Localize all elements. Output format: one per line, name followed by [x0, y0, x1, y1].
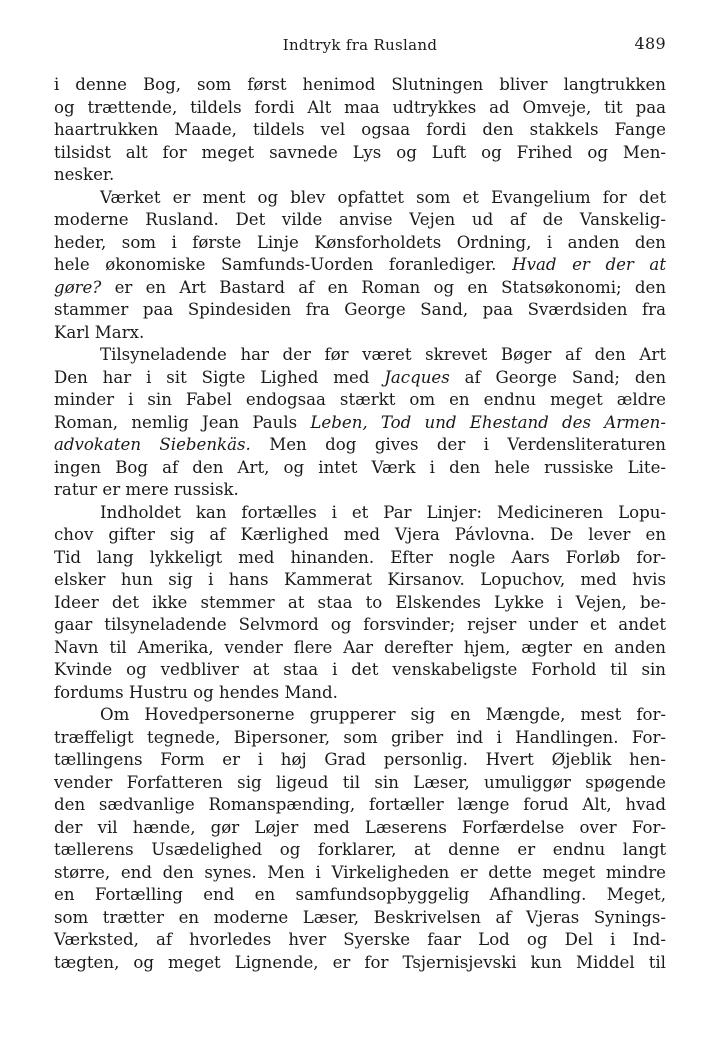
text-line	[54, 479, 666, 502]
line-text: Roman, nemlig Jean Pauls	[54, 412, 298, 432]
body-text	[54, 74, 666, 974]
line-text: af George Sand; den	[464, 367, 667, 387]
text-line	[54, 952, 666, 975]
text-line	[54, 727, 666, 750]
text-line	[54, 569, 666, 592]
text-line	[54, 547, 666, 570]
text-line	[54, 502, 666, 525]
line-text: Værket er ment og blev opfattet som et Evangelium for det	[100, 187, 666, 207]
text-line	[54, 232, 666, 255]
line-text: i denne Bog, som først henimod Slutningen bliver langtrukken	[54, 75, 666, 94]
text-line	[54, 659, 666, 682]
text-line	[54, 457, 666, 480]
line-text: træffeligt tegnede, Bipersoner, som griber ind i Handlingen. For-	[54, 727, 666, 747]
line-text: Værksted, af hvorledes hver Syerske faar Lod og Del i Ind-	[54, 930, 666, 949]
text-line	[54, 704, 666, 727]
line-text: vender Forfatteren sig ligeud til sin Læser, umuliggør spøgende	[54, 772, 666, 792]
line-text: hele økonomiske Samfunds-Uorden foranlediger.	[54, 255, 497, 274]
line-text: ratur er mere russisk.	[54, 480, 239, 499]
text-line	[54, 772, 666, 795]
text-line	[54, 524, 666, 547]
text-line	[54, 187, 666, 210]
line-text: og trættende, tildels fordi Alt maa udtrykkes ad Omveje, tit paa	[54, 97, 666, 117]
line-text: fordums Hustru og hendes Mand.	[54, 682, 338, 702]
text-line	[54, 367, 666, 390]
text-line	[54, 794, 666, 817]
line-text: tægten, og meget Lignende, er for Tsjernisjevski kun Middel til	[54, 952, 666, 972]
text-line	[54, 299, 666, 322]
text-line	[54, 592, 666, 615]
text-line	[54, 929, 666, 952]
line-text: tællingens Form er i høj Grad personlig. Hvert Øjeblik hen-	[54, 750, 666, 769]
line-text: der vil hænde, gør Løjer med Læserens Forfærdelse over For-	[54, 817, 666, 837]
text-line	[54, 434, 666, 457]
line-text: Den har i sit Sigte Lighed med	[54, 367, 370, 387]
italic-title: Leben, Tod und Ehestand des Armen-	[310, 412, 666, 432]
text-line	[54, 322, 666, 345]
text-line	[54, 344, 666, 367]
book-page	[54, 34, 666, 974]
text-line	[54, 97, 666, 120]
line-text: som trætter en moderne Læser, Beskrivelsen af Vjeras Synings-	[54, 907, 666, 927]
line-text: ingen Bog af den Art, og intet Værk i den hele russiske Lite-	[54, 457, 666, 477]
text-line	[54, 389, 666, 412]
italic-title: Jacques	[384, 367, 450, 387]
line-text: Tilsyneladende har der før været skrevet Bøger af den Art	[100, 345, 666, 364]
text-line	[54, 277, 666, 300]
line-text: stammer paa Spindesiden fra George Sand, paa Sværdsiden fra	[54, 300, 666, 319]
text-line	[54, 862, 666, 885]
text-line	[54, 412, 666, 435]
page-header	[54, 34, 666, 58]
line-text: større, end den synes. Men i Virkeligheden er dette meget mindre	[54, 862, 666, 882]
line-text: Tid lang lykkeligt med hinanden. Efter nogle Aars Forløb for-	[54, 547, 666, 567]
line-text: Ideer det ikke stemmer at staa to Elskendes Lykke i Vejen, be-	[54, 592, 666, 612]
text-line	[54, 749, 666, 772]
line-text: tællerens Usædelighed og forklarer, at denne er endnu langt	[54, 840, 666, 859]
text-line	[54, 637, 666, 660]
page-number: 489	[634, 34, 666, 53]
text-line	[54, 142, 666, 165]
line-text: Indholdet kan fortælles i et Par Linjer: Medicineren Lopu-	[100, 502, 666, 522]
text-line	[54, 884, 666, 907]
text-line	[54, 907, 666, 930]
text-line	[54, 254, 666, 277]
italic-title: Hvad er der at	[512, 255, 666, 274]
line-text: minder i sin Fabel endogsaa stærkt om en endnu meget ældre	[54, 390, 666, 409]
line-text: den sædvanlige Romanspænding, fortæller længe forud Alt, hvad	[54, 795, 666, 814]
text-line	[54, 614, 666, 637]
line-text: tilsidst alt for meget savnede Lys og Luft og Frihed og Men-	[54, 142, 666, 162]
line-text: Men dog gives der i Verdensliteraturen	[269, 435, 666, 454]
line-text: er en Art Bastard af en Roman og en Statsøkonomi; den	[114, 277, 667, 297]
line-text: chov gifter sig af Kærlighed med Vjera Pávlovna. De lever en	[54, 525, 666, 544]
line-text: Om Hovedpersonerne grupperer sig en Mængde, mest for-	[100, 705, 666, 724]
text-line	[54, 817, 666, 840]
text-line	[54, 74, 666, 97]
line-text: en Fortælling end en samfundsopbyggelig Afhandling. Meget,	[54, 885, 666, 904]
line-text: gaar tilsyneladende Selvmord og forsvinder; rejser under et andet	[54, 615, 666, 634]
line-text: elsker hun sig i hans Kammerat Kirsanov. Lopuchov, med hvis	[54, 570, 666, 589]
italic-title: gøre?	[54, 277, 102, 297]
running-title: Indtryk fra Rusland	[282, 36, 438, 54]
text-line	[54, 119, 666, 142]
text-line	[54, 164, 666, 187]
line-text: haartrukken Maade, tildels vel ogsaa fordi den stakkels Fange	[54, 120, 666, 139]
line-text: Navn til Amerika, vender flere Aar derefter hjem, ægter en anden	[54, 637, 666, 657]
text-line	[54, 682, 666, 705]
text-line	[54, 209, 666, 232]
line-text: Kvinde og vedbliver at staa i det venskabeligste Forhold til sin	[54, 660, 666, 679]
line-text: Karl Marx.	[54, 322, 145, 342]
line-text: moderne Rusland. Det vilde anvise Vejen ud af de Vanskelig-	[54, 210, 666, 229]
italic-title: advokaten Siebenkäs.	[54, 435, 251, 454]
line-text: nesker.	[54, 165, 115, 184]
text-line	[54, 839, 666, 862]
line-text: heder, som i første Linje Kønsforholdets Ordning, i anden den	[54, 232, 666, 252]
